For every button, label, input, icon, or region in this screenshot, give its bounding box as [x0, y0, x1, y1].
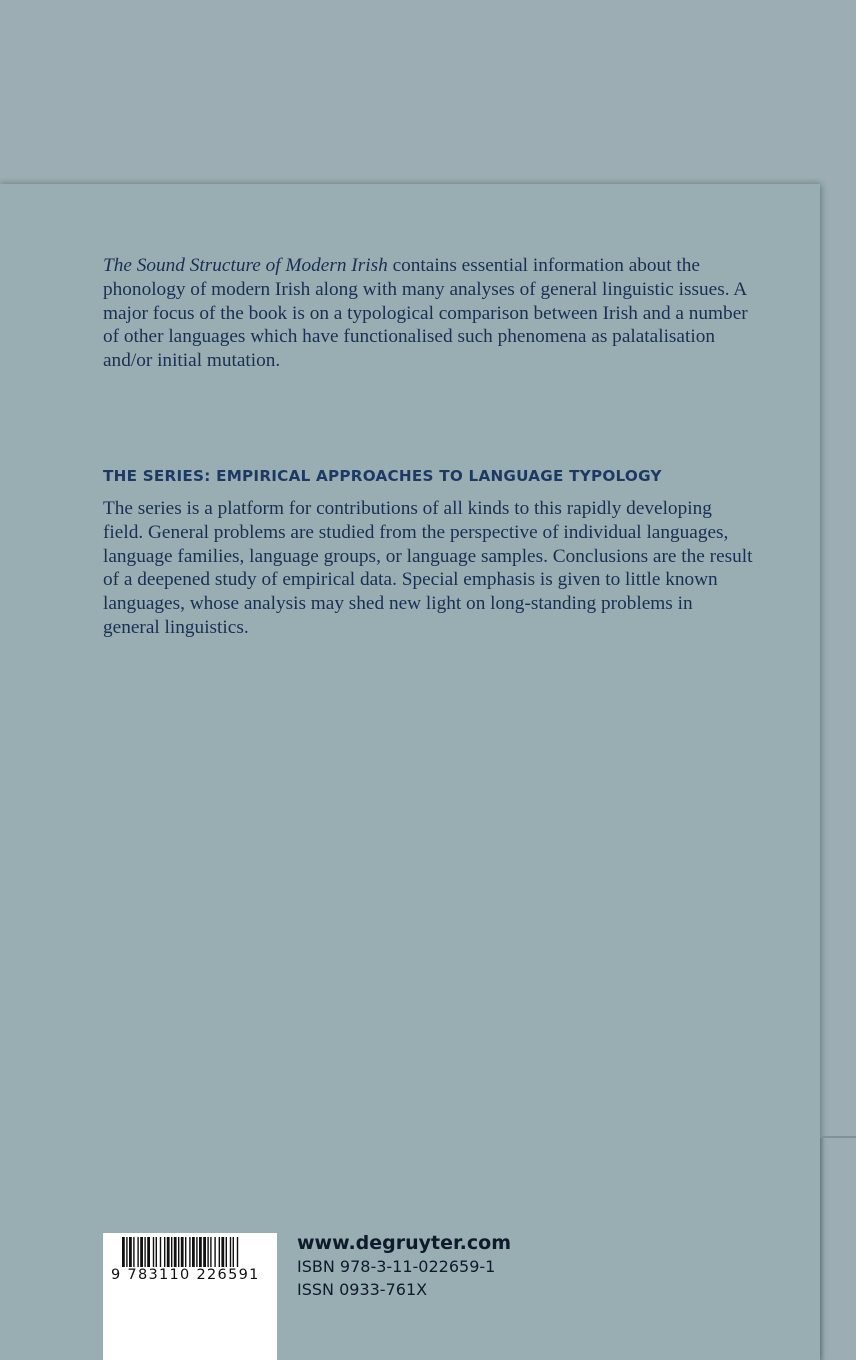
barcode-bar [164, 1237, 165, 1267]
page-edge-line [820, 1136, 856, 1138]
barcode-bar [167, 1237, 170, 1267]
barcode-digits: 9 783110 226591 [111, 1267, 260, 1283]
barcode-bar [207, 1237, 208, 1267]
barcode-bar [144, 1237, 145, 1267]
barcode-bar [174, 1237, 177, 1267]
barcode-bar [185, 1237, 186, 1267]
series-heading: THE SERIES: EMPIRICAL APPROACHES TO LANGUAGE TYPOLOGY [103, 467, 662, 485]
barcode-bar [171, 1237, 172, 1267]
barcode-bar [219, 1237, 220, 1267]
barcode-bar [199, 1237, 202, 1267]
barcode-bar [160, 1237, 161, 1267]
barcode-bar [196, 1237, 197, 1267]
issn-number: ISSN 0933-761X [297, 1280, 428, 1299]
barcode-bar [126, 1237, 127, 1267]
book-description [103, 254, 753, 373]
barcode-bar [178, 1237, 179, 1267]
barcode-bars [103, 1233, 277, 1267]
isbn-number: ISBN 978-3-11-022659-1 [297, 1257, 496, 1276]
barcode-bar [226, 1237, 227, 1267]
barcode-bar [221, 1237, 224, 1267]
barcode-bar [133, 1237, 134, 1267]
barcode-bar [233, 1237, 234, 1267]
book-description-text: contains essential information about the phonology of modern Irish along with many analyses of general linguistic issues. A major focus of the book is on a typological comparison between Irish and a number of other languages which have functionalised such phenomena as palatalisation and/or initial mutation. [103, 255, 748, 372]
publisher-website: www.degruyter.com [297, 1232, 511, 1254]
barcode-bar [129, 1237, 132, 1267]
page-edge-shadow [820, 1138, 824, 1360]
barcode-bar [181, 1237, 184, 1267]
barcode-bar [230, 1237, 231, 1267]
isbn-barcode [103, 1233, 277, 1360]
barcode-bar [214, 1237, 215, 1267]
series-description: The series is a platform for contributions of all kinds to this rapidly developing field. General problems are studied from the perspective of individual languages, language families, language groups, or language samples. Conclusions are the result of a deepened study of empirical data. Special emphasis is given to little known languages, whose analysis may shed new light on long-standing problems in general linguistics. [103, 498, 753, 638]
barcode-bar [140, 1237, 143, 1267]
publisher-info [297, 1231, 511, 1301]
barcode-bar [147, 1237, 150, 1267]
barcode-bar [156, 1237, 157, 1267]
barcode-bar [189, 1237, 190, 1267]
barcode-bar [210, 1237, 211, 1267]
barcode-bar [237, 1237, 238, 1267]
book-title: The Sound Structure of Modern Irish [103, 255, 388, 276]
barcode-bar [122, 1237, 125, 1267]
barcode-bar [153, 1237, 154, 1267]
barcode-bar [203, 1237, 206, 1267]
barcode-bar [192, 1237, 195, 1267]
barcode-bar [137, 1237, 138, 1267]
